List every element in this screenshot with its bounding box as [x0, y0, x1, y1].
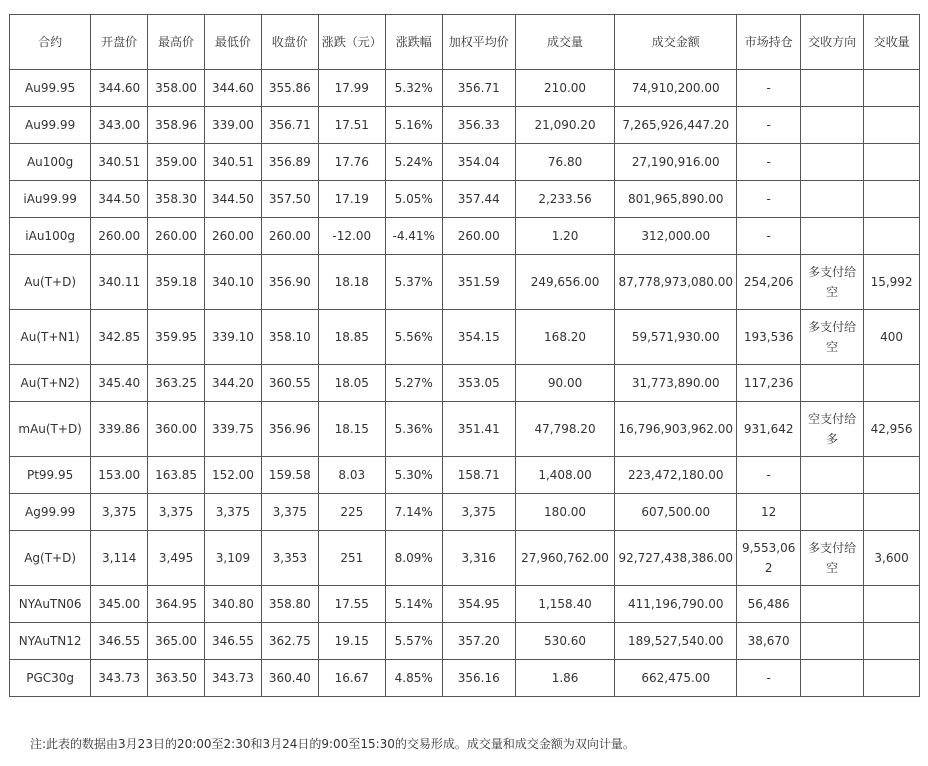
- cell-open-price: 346.55: [91, 623, 148, 660]
- cell-high-price: 358.96: [148, 107, 205, 144]
- cell-low-price: 339.75: [205, 402, 262, 457]
- cell-weighted-avg-price: 354.04: [442, 144, 515, 181]
- cell-delivery-volume: [864, 660, 920, 697]
- cell-turnover: 801,965,890.00: [615, 181, 737, 218]
- cell-delivery-direction: [801, 660, 864, 697]
- cell-high-price: 359.18: [148, 255, 205, 310]
- cell-volume: 47,798.20: [515, 402, 615, 457]
- cell-delivery-volume: 400: [864, 310, 920, 365]
- cell-high-price: 260.00: [148, 218, 205, 255]
- cell-delivery-volume: [864, 144, 920, 181]
- cell-low-price: 339.10: [205, 310, 262, 365]
- cell-high-price: 358.30: [148, 181, 205, 218]
- cell-change-percent: 5.14%: [385, 586, 442, 623]
- cell-weighted-avg-price: 260.00: [442, 218, 515, 255]
- cell-open-interest: -: [737, 144, 801, 181]
- cell-low-price: 3,375: [205, 494, 262, 531]
- cell-contract: Au(T+N1): [10, 310, 91, 365]
- cell-contract: mAu(T+D): [10, 402, 91, 457]
- cell-delivery-direction: 多支付给空: [801, 255, 864, 310]
- cell-delivery-volume: [864, 70, 920, 107]
- cell-contract: Au(T+D): [10, 255, 91, 310]
- table-row: [10, 107, 920, 144]
- cell-delivery-direction: 多支付给空: [801, 310, 864, 365]
- header-open-price: 开盘价: [91, 15, 148, 70]
- cell-open-price: 344.60: [91, 70, 148, 107]
- cell-open-interest: 38,670: [737, 623, 801, 660]
- cell-contract: iAu99.99: [10, 181, 91, 218]
- cell-delivery-direction: [801, 365, 864, 402]
- cell-weighted-avg-price: 158.71: [442, 457, 515, 494]
- header-high-price: 最高价: [148, 15, 205, 70]
- cell-delivery-direction: [801, 586, 864, 623]
- cell-close-price: 3,353: [261, 531, 318, 586]
- cell-change: 8.03: [318, 457, 385, 494]
- cell-delivery-direction: [801, 181, 864, 218]
- cell-delivery-volume: 15,992: [864, 255, 920, 310]
- cell-close-price: 356.71: [261, 107, 318, 144]
- cell-delivery-volume: [864, 107, 920, 144]
- cell-open-price: 260.00: [91, 218, 148, 255]
- cell-open-interest: -: [737, 181, 801, 218]
- cell-contract: Ag99.99: [10, 494, 91, 531]
- cell-high-price: 364.95: [148, 586, 205, 623]
- cell-weighted-avg-price: 354.15: [442, 310, 515, 365]
- cell-low-price: 343.73: [205, 660, 262, 697]
- header-delivery-direction: 交收方向: [801, 15, 864, 70]
- cell-low-price: 344.20: [205, 365, 262, 402]
- cell-low-price: 340.80: [205, 586, 262, 623]
- cell-turnover: 223,472,180.00: [615, 457, 737, 494]
- cell-open-price: 343.00: [91, 107, 148, 144]
- header-low-price: 最低价: [205, 15, 262, 70]
- cell-volume: 249,656.00: [515, 255, 615, 310]
- cell-change: 18.85: [318, 310, 385, 365]
- cell-change-percent: 5.30%: [385, 457, 442, 494]
- header-close-price: 收盘价: [261, 15, 318, 70]
- cell-open-price: 342.85: [91, 310, 148, 365]
- cell-high-price: 363.50: [148, 660, 205, 697]
- cell-change: 16.67: [318, 660, 385, 697]
- cell-low-price: 344.50: [205, 181, 262, 218]
- cell-close-price: 358.10: [261, 310, 318, 365]
- cell-open-interest: -: [737, 218, 801, 255]
- cell-open-price: 340.11: [91, 255, 148, 310]
- cell-turnover: 87,778,973,080.00: [615, 255, 737, 310]
- cell-weighted-avg-price: 3,375: [442, 494, 515, 531]
- cell-close-price: 358.80: [261, 586, 318, 623]
- cell-open-price: 340.51: [91, 144, 148, 181]
- cell-change-percent: 5.56%: [385, 310, 442, 365]
- cell-contract: PGC30g: [10, 660, 91, 697]
- cell-close-price: 159.58: [261, 457, 318, 494]
- cell-change-percent: 5.27%: [385, 365, 442, 402]
- cell-close-price: 260.00: [261, 218, 318, 255]
- cell-weighted-avg-price: 354.95: [442, 586, 515, 623]
- cell-high-price: 359.95: [148, 310, 205, 365]
- cell-low-price: 152.00: [205, 457, 262, 494]
- cell-open-interest: 56,486: [737, 586, 801, 623]
- cell-high-price: 163.85: [148, 457, 205, 494]
- cell-contract: Pt99.95: [10, 457, 91, 494]
- cell-low-price: 260.00: [205, 218, 262, 255]
- cell-change: 18.15: [318, 402, 385, 457]
- cell-delivery-volume: [864, 365, 920, 402]
- table-row: [10, 365, 920, 402]
- cell-change-percent: -4.41%: [385, 218, 442, 255]
- cell-open-interest: 117,236: [737, 365, 801, 402]
- header-change: 涨跌（元）: [318, 15, 385, 70]
- cell-low-price: 339.00: [205, 107, 262, 144]
- cell-close-price: 356.89: [261, 144, 318, 181]
- header-contract: 合约: [10, 15, 91, 70]
- cell-weighted-avg-price: 356.16: [442, 660, 515, 697]
- cell-open-price: 339.86: [91, 402, 148, 457]
- cell-turnover: 59,571,930.00: [615, 310, 737, 365]
- cell-contract: Au(T+N2): [10, 365, 91, 402]
- cell-change-percent: 5.57%: [385, 623, 442, 660]
- cell-high-price: 363.25: [148, 365, 205, 402]
- cell-weighted-avg-price: 351.59: [442, 255, 515, 310]
- cell-change-percent: 5.24%: [385, 144, 442, 181]
- cell-volume: 1,408.00: [515, 457, 615, 494]
- cell-turnover: 607,500.00: [615, 494, 737, 531]
- cell-weighted-avg-price: 351.41: [442, 402, 515, 457]
- cell-open-interest: -: [737, 457, 801, 494]
- cell-change: 18.18: [318, 255, 385, 310]
- cell-low-price: 346.55: [205, 623, 262, 660]
- cell-volume: 1.20: [515, 218, 615, 255]
- cell-change: -12.00: [318, 218, 385, 255]
- cell-delivery-direction: 空支付给多: [801, 402, 864, 457]
- cell-volume: 27,960,762.00: [515, 531, 615, 586]
- cell-open-price: 345.40: [91, 365, 148, 402]
- cell-weighted-avg-price: 353.05: [442, 365, 515, 402]
- cell-open-interest: 931,642: [737, 402, 801, 457]
- cell-weighted-avg-price: 3,316: [442, 531, 515, 586]
- cell-low-price: 344.60: [205, 70, 262, 107]
- cell-turnover: 92,727,438,386.00: [615, 531, 737, 586]
- table-row: [10, 144, 920, 181]
- header-delivery-volume: 交收量: [864, 15, 920, 70]
- cell-turnover: 411,196,790.00: [615, 586, 737, 623]
- cell-delivery-direction: [801, 457, 864, 494]
- table-row: [10, 623, 920, 660]
- cell-delivery-direction: [801, 494, 864, 531]
- cell-delivery-direction: [801, 623, 864, 660]
- cell-change-percent: 5.32%: [385, 70, 442, 107]
- cell-change: 17.51: [318, 107, 385, 144]
- cell-delivery-direction: [801, 70, 864, 107]
- cell-contract: Au99.95: [10, 70, 91, 107]
- header-row: [10, 15, 920, 70]
- cell-delivery-volume: 3,600: [864, 531, 920, 586]
- cell-delivery-volume: 42,956: [864, 402, 920, 457]
- cell-change-percent: 5.37%: [385, 255, 442, 310]
- cell-high-price: 359.00: [148, 144, 205, 181]
- cell-open-interest: 9,553,062: [737, 531, 801, 586]
- cell-close-price: 3,375: [261, 494, 318, 531]
- header-change-percent: 涨跌幅: [385, 15, 442, 70]
- cell-volume: 1.86: [515, 660, 615, 697]
- cell-turnover: 27,190,916.00: [615, 144, 737, 181]
- cell-contract: Ag(T+D): [10, 531, 91, 586]
- quote-table: [9, 14, 920, 697]
- table-row: [10, 402, 920, 457]
- cell-delivery-volume: [864, 494, 920, 531]
- cell-change: 17.55: [318, 586, 385, 623]
- cell-volume: 210.00: [515, 70, 615, 107]
- cell-high-price: 358.00: [148, 70, 205, 107]
- cell-close-price: 356.90: [261, 255, 318, 310]
- cell-close-price: 362.75: [261, 623, 318, 660]
- table-row: [10, 660, 920, 697]
- table-row: [10, 586, 920, 623]
- cell-high-price: 3,495: [148, 531, 205, 586]
- cell-volume: 2,233.56: [515, 181, 615, 218]
- cell-volume: 530.60: [515, 623, 615, 660]
- table-row: [10, 255, 920, 310]
- cell-open-price: 3,375: [91, 494, 148, 531]
- cell-volume: 90.00: [515, 365, 615, 402]
- table-row: [10, 494, 920, 531]
- cell-open-price: 153.00: [91, 457, 148, 494]
- cell-delivery-direction: [801, 144, 864, 181]
- cell-low-price: 340.10: [205, 255, 262, 310]
- cell-volume: 168.20: [515, 310, 615, 365]
- table-row: [10, 310, 920, 365]
- cell-change: 17.76: [318, 144, 385, 181]
- cell-change-percent: 5.36%: [385, 402, 442, 457]
- cell-weighted-avg-price: 357.44: [442, 181, 515, 218]
- cell-turnover: 74,910,200.00: [615, 70, 737, 107]
- cell-close-price: 357.50: [261, 181, 318, 218]
- table-row: [10, 457, 920, 494]
- footnote: 注:此表的数据由3月23日的20:00至2:30和3月24日的9:00至15:30的交易形成。成交量和成交金额为双向计量。: [30, 737, 635, 751]
- header-volume: 成交量: [515, 15, 615, 70]
- cell-delivery-direction: 多支付给空: [801, 531, 864, 586]
- header-open-interest: 市场持仓: [737, 15, 801, 70]
- cell-weighted-avg-price: 357.20: [442, 623, 515, 660]
- cell-open-price: 3,114: [91, 531, 148, 586]
- cell-turnover: 16,796,903,962.00: [615, 402, 737, 457]
- cell-change: 17.99: [318, 70, 385, 107]
- cell-high-price: 3,375: [148, 494, 205, 531]
- cell-change: 251: [318, 531, 385, 586]
- cell-change-percent: 5.16%: [385, 107, 442, 144]
- header-turnover: 成交金额: [615, 15, 737, 70]
- cell-turnover: 7,265,926,447.20: [615, 107, 737, 144]
- cell-delivery-direction: [801, 107, 864, 144]
- cell-open-interest: -: [737, 107, 801, 144]
- cell-open-interest: -: [737, 70, 801, 107]
- cell-close-price: 356.96: [261, 402, 318, 457]
- cell-contract: iAu100g: [10, 218, 91, 255]
- cell-close-price: 360.40: [261, 660, 318, 697]
- cell-close-price: 360.55: [261, 365, 318, 402]
- cell-open-interest: 254,206: [737, 255, 801, 310]
- cell-change: 19.15: [318, 623, 385, 660]
- cell-open-price: 345.00: [91, 586, 148, 623]
- cell-high-price: 360.00: [148, 402, 205, 457]
- cell-delivery-volume: [864, 181, 920, 218]
- cell-change-percent: 5.05%: [385, 181, 442, 218]
- cell-low-price: 3,109: [205, 531, 262, 586]
- cell-weighted-avg-price: 356.33: [442, 107, 515, 144]
- cell-low-price: 340.51: [205, 144, 262, 181]
- table-row: [10, 181, 920, 218]
- cell-turnover: 189,527,540.00: [615, 623, 737, 660]
- cell-open-interest: -: [737, 660, 801, 697]
- cell-change: 17.19: [318, 181, 385, 218]
- table-row: [10, 218, 920, 255]
- cell-weighted-avg-price: 356.71: [442, 70, 515, 107]
- cell-change: 225: [318, 494, 385, 531]
- cell-volume: 76.80: [515, 144, 615, 181]
- cell-volume: 1,158.40: [515, 586, 615, 623]
- cell-delivery-volume: [864, 457, 920, 494]
- cell-volume: 21,090.20: [515, 107, 615, 144]
- cell-open-price: 344.50: [91, 181, 148, 218]
- cell-contract: Au100g: [10, 144, 91, 181]
- cell-change-percent: 8.09%: [385, 531, 442, 586]
- cell-contract: Au99.99: [10, 107, 91, 144]
- cell-turnover: 312,000.00: [615, 218, 737, 255]
- cell-delivery-volume: [864, 623, 920, 660]
- table-row: [10, 70, 920, 107]
- cell-delivery-volume: [864, 586, 920, 623]
- cell-turnover: 31,773,890.00: [615, 365, 737, 402]
- cell-delivery-volume: [864, 218, 920, 255]
- table-row: [10, 531, 920, 586]
- cell-close-price: 355.86: [261, 70, 318, 107]
- cell-volume: 180.00: [515, 494, 615, 531]
- header-weighted-avg-price: 加权平均价: [442, 15, 515, 70]
- cell-change-percent: 7.14%: [385, 494, 442, 531]
- cell-contract: NYAuTN06: [10, 586, 91, 623]
- cell-contract: NYAuTN12: [10, 623, 91, 660]
- cell-open-interest: 193,536: [737, 310, 801, 365]
- cell-open-interest: 12: [737, 494, 801, 531]
- cell-delivery-direction: [801, 218, 864, 255]
- cell-change: 18.05: [318, 365, 385, 402]
- cell-change-percent: 4.85%: [385, 660, 442, 697]
- cell-turnover: 662,475.00: [615, 660, 737, 697]
- cell-open-price: 343.73: [91, 660, 148, 697]
- cell-high-price: 365.00: [148, 623, 205, 660]
